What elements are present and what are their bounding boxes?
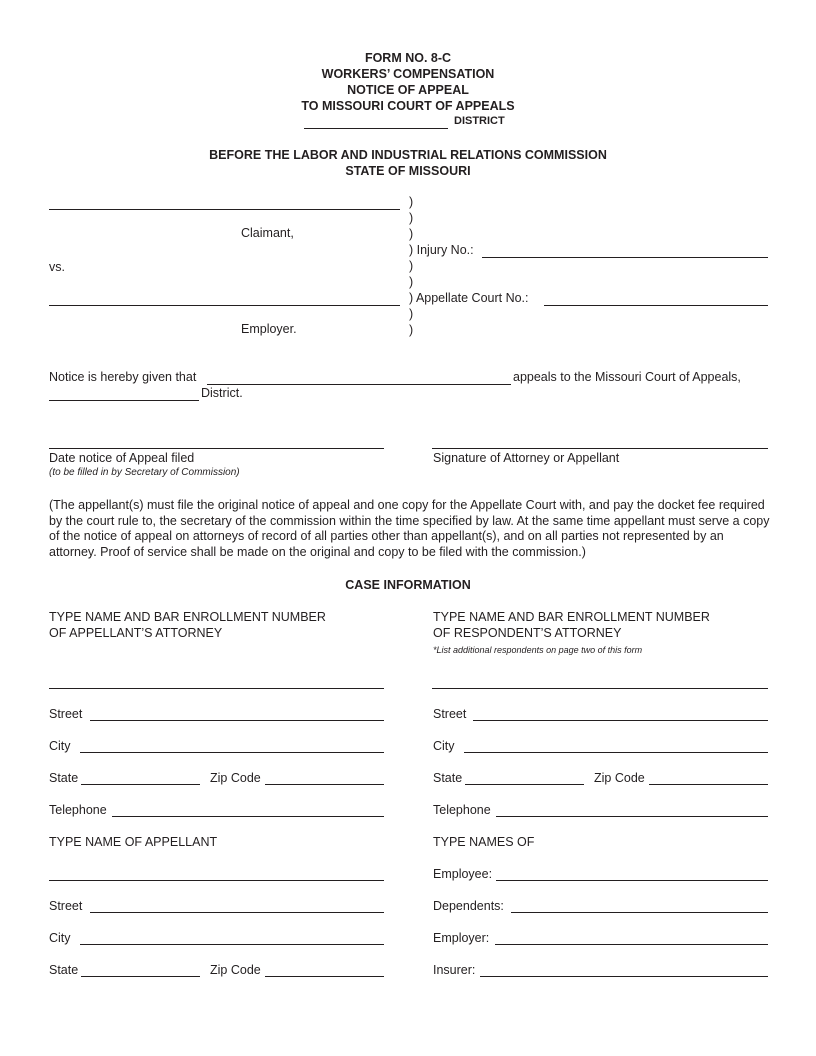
caption-paren: ) <box>409 195 414 209</box>
notice-district-field[interactable] <box>49 400 199 401</box>
appellant-state-field[interactable] <box>81 976 200 977</box>
employee-field[interactable] <box>496 880 768 881</box>
street-label: Street <box>49 707 83 721</box>
injury-no-field[interactable] <box>482 257 768 258</box>
appeals-to-label: appeals to the Missouri Court of Appeals, <box>513 370 741 384</box>
caption-paren: ) <box>409 259 414 273</box>
signature-field[interactable] <box>432 448 768 449</box>
street-label: Street <box>433 707 467 721</box>
respondent-attorney-telephone-field[interactable] <box>496 816 768 817</box>
date-filed-field[interactable] <box>49 448 384 449</box>
respondent-attorney-city-field[interactable] <box>464 752 768 753</box>
respondent-attorney-state-field[interactable] <box>465 784 584 785</box>
telephone-label: Telephone <box>49 803 107 817</box>
appellant-zip-field[interactable] <box>265 976 384 977</box>
state-heading: STATE OF MISSOURI <box>345 164 471 178</box>
commission-heading: BEFORE THE LABOR AND INDUSTRIAL RELATIONS COMMISSION <box>209 148 607 162</box>
notice-district-label: District. <box>201 386 243 400</box>
state-label: State <box>433 771 463 785</box>
appellant-attorney-zip-field[interactable] <box>265 784 384 785</box>
names-of-title: TYPE NAMES OF <box>433 835 535 849</box>
state-label: State <box>49 771 79 785</box>
signature-label: Signature of Attorney or Appellant <box>433 451 620 465</box>
appellant-name-line[interactable] <box>49 880 384 881</box>
employee-label: Employee: <box>433 867 493 881</box>
appellant-attorney-name-field[interactable] <box>49 688 384 689</box>
city-label: City <box>49 739 71 753</box>
caption-paren: ) <box>409 307 414 321</box>
filing-instructions: (The appellant(s) must file the original notice of appeal and one copy for the Appellate Court with, and pay the docket fee required by the court rule to, the secretary of the commission within the time specified by law. At the same time appellant must serve a copy of the notice of appeal on attorneys of record of all parties other than appellant(s), and on all parties not represented by an attorney. Proof of service shall be made on the original and copy to be filed with the commission.) <box>49 498 770 559</box>
caption-paren: ) <box>409 227 414 241</box>
street-label: Street <box>49 899 83 913</box>
additional-respondents-note: *List additional respondents on page two of this form <box>433 645 643 655</box>
caption-paren: ) <box>409 211 414 225</box>
notice-given-label: Notice is hereby given that <box>49 370 197 384</box>
claimant-label: Claimant, <box>241 226 294 240</box>
dependents-field[interactable] <box>511 912 768 913</box>
insurer-field[interactable] <box>480 976 768 977</box>
injury-no-label: ) Injury No.: <box>409 243 474 257</box>
appellant-name-field[interactable] <box>207 384 511 385</box>
employer-label: Employer: <box>433 931 490 945</box>
appellate-court-no-field[interactable] <box>544 305 768 306</box>
appellant-attorney-state-field[interactable] <box>81 784 200 785</box>
appellate-court-no-label: ) Appellate Court No.: <box>409 291 529 305</box>
telephone-label: Telephone <box>433 803 491 817</box>
district-blank[interactable] <box>304 128 448 129</box>
state-label: State <box>49 963 79 977</box>
insurer-label: Insurer: <box>433 963 476 977</box>
respondent-attorney-street-field[interactable] <box>473 720 768 721</box>
vs-label: vs. <box>49 260 65 274</box>
respondent-attorney-zip-field[interactable] <box>649 784 768 785</box>
appellant-attorney-title-1: TYPE NAME AND BAR ENROLLMENT NUMBER <box>49 610 326 624</box>
respondent-attorney-title-2: OF RESPONDENT’S ATTORNEY <box>433 626 622 640</box>
claimant-name-line[interactable] <box>49 209 400 210</box>
city-label: City <box>433 739 455 753</box>
appellant-city-field[interactable] <box>80 944 384 945</box>
employer-label: Employer. <box>241 322 297 336</box>
appellant-attorney-street-field[interactable] <box>90 720 384 721</box>
employer-field[interactable] <box>495 944 768 945</box>
respondent-attorney-title-1: TYPE NAME AND BAR ENROLLMENT NUMBER <box>433 610 710 624</box>
appellant-attorney-title-2: OF APPELLANT’S ATTORNEY <box>49 626 223 640</box>
caption-paren: ) <box>409 323 414 337</box>
employer-name-line[interactable] <box>49 305 400 306</box>
caption-paren: ) <box>409 275 414 289</box>
zip-label: Zip Code <box>210 963 261 977</box>
zip-label: Zip Code <box>594 771 645 785</box>
district-label: DISTRICT <box>454 115 505 127</box>
form-number: FORM NO. 8-C <box>364 51 452 65</box>
form-title-line-4: TO MISSOURI COURT OF APPEALS <box>301 99 515 113</box>
dependents-label: Dependents: <box>433 899 504 913</box>
appellant-attorney-telephone-field[interactable] <box>112 816 384 817</box>
appellant-name-title: TYPE NAME OF APPELLANT <box>49 835 218 849</box>
zip-label: Zip Code <box>210 771 261 785</box>
case-information-heading: CASE INFORMATION <box>345 578 471 592</box>
form-title-line-2: WORKERS’ COMPENSATION <box>321 67 495 81</box>
respondent-attorney-name-field[interactable] <box>432 688 768 689</box>
city-label: City <box>49 931 71 945</box>
date-filed-note: (to be filled in by Secretary of Commission) <box>49 467 240 478</box>
appellant-street-field[interactable] <box>90 912 384 913</box>
appellant-attorney-city-field[interactable] <box>80 752 384 753</box>
date-filed-label: Date notice of Appeal filed <box>49 451 195 465</box>
form-title-line-3: NOTICE OF APPEAL <box>347 83 469 97</box>
